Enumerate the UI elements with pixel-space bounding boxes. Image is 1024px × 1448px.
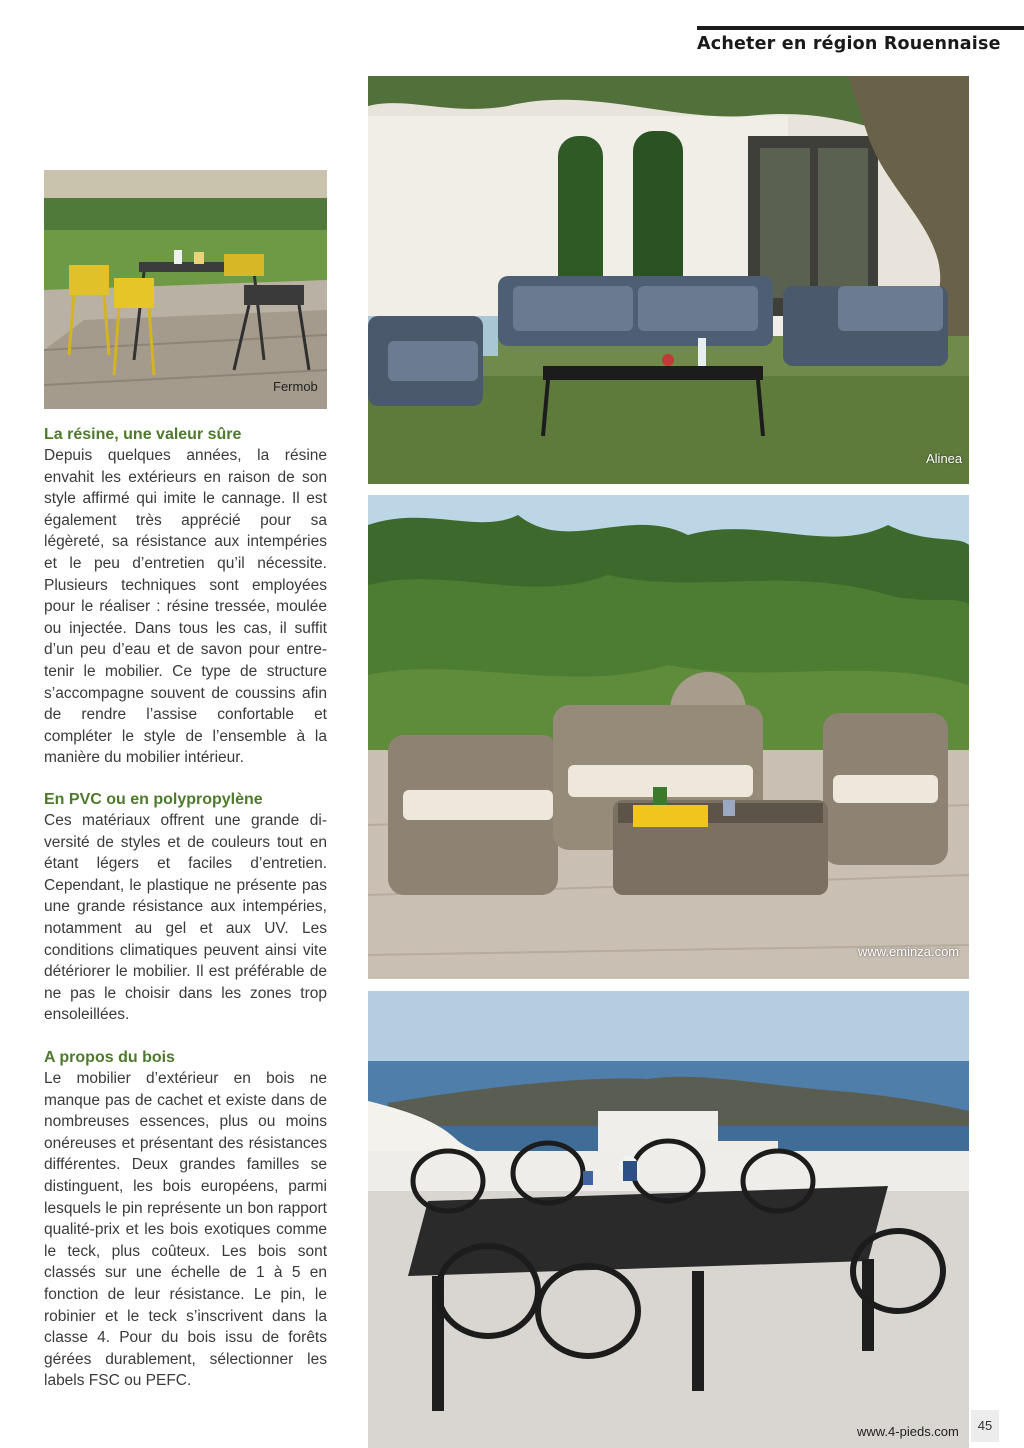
section-body-bois: Le mobilier d’extérieur en bois ne manque pas de cachet et existe dans de nombreuses essences, plus ou moins onéreuses et présentant des résistances différentes. Deux grandes familles se distinguent, les bois européens, parmi lesquels le pin représente un bon rapport qualité-prix et les bois exotiques comme le teck, plus coûteux. Les bois sont classés sur une échelle de 1 à 5 en fonction de leur résistance. Le pin, le robinier et le teck s’inscrivent dans la classe 4. Pour du bois issu de forêts gérées durablement, sélectionner les labels FSC ou PEFC.	[44, 1070, 327, 1390]
section-title-pvc: En PVC ou en polypropylène	[44, 791, 263, 808]
section-body-resine: Depuis quelques années, la résine envahit les extérieurs en raison de son style affirmé qui imite le cannage. Il est également très apprécié pour sa légèreté, sa résistance aux intempéries et le peu d’entretien qu’il nécessite. Plusieurs techniques sont employées pour le réaliser : résine tressée, moulée ou injectée. Dans tous les cas, il suffit d’un peu d’eau et de savon pour entretenir le mobilier. Ce type de structure s’accompagne souvent de coussins afin de rendre l’assise confortable et compléter le style de l’ensemble à la manière du mobilier intérieur.	[44, 447, 327, 767]
section-pvc	[44, 789, 327, 1026]
photo-fermob	[44, 170, 327, 409]
wicker-resin-lounge-set-photo	[368, 495, 969, 979]
photo-4-pieds	[368, 991, 969, 1448]
header-rule	[697, 26, 1024, 30]
section-resine	[44, 424, 327, 769]
page-number: 45	[971, 1410, 999, 1442]
section-title-resine: La résine, une valeur sûre	[44, 426, 242, 443]
grey-lounge-sofa-set-photo	[368, 76, 969, 484]
section-body-pvc: Ces matériaux offrent une grande diversité de styles et de couleurs tout en étant légers et faciles d’entretien. Cependant, le plastique ne présente pas une grande résistance aux intempéries, notamment au gel et aux UV. Les conditions climatiques peuvent ainsi vite détériorer le mobilier. Il est préférable de ne pas le choisir dans les zones trop ensoleillées.	[44, 812, 327, 1024]
black-dining-table-sea-view-photo	[368, 991, 969, 1448]
photo-alinea	[368, 76, 969, 484]
section-title-bois: A propos du bois	[44, 1049, 175, 1066]
page-header-title: Acheter en région Rouennaise	[697, 34, 1001, 54]
photo-credit-fermob: Fermob	[273, 379, 318, 394]
photo-eminza	[368, 495, 969, 979]
photo-credit-4-pieds: www.4-pieds.com	[857, 1424, 959, 1439]
photo-credit-alinea: Alinea	[926, 451, 963, 466]
photo-credit-eminza: www.eminza.com	[858, 944, 960, 959]
section-bois	[44, 1047, 327, 1392]
garden-table-yellow-chairs-photo	[44, 170, 327, 409]
